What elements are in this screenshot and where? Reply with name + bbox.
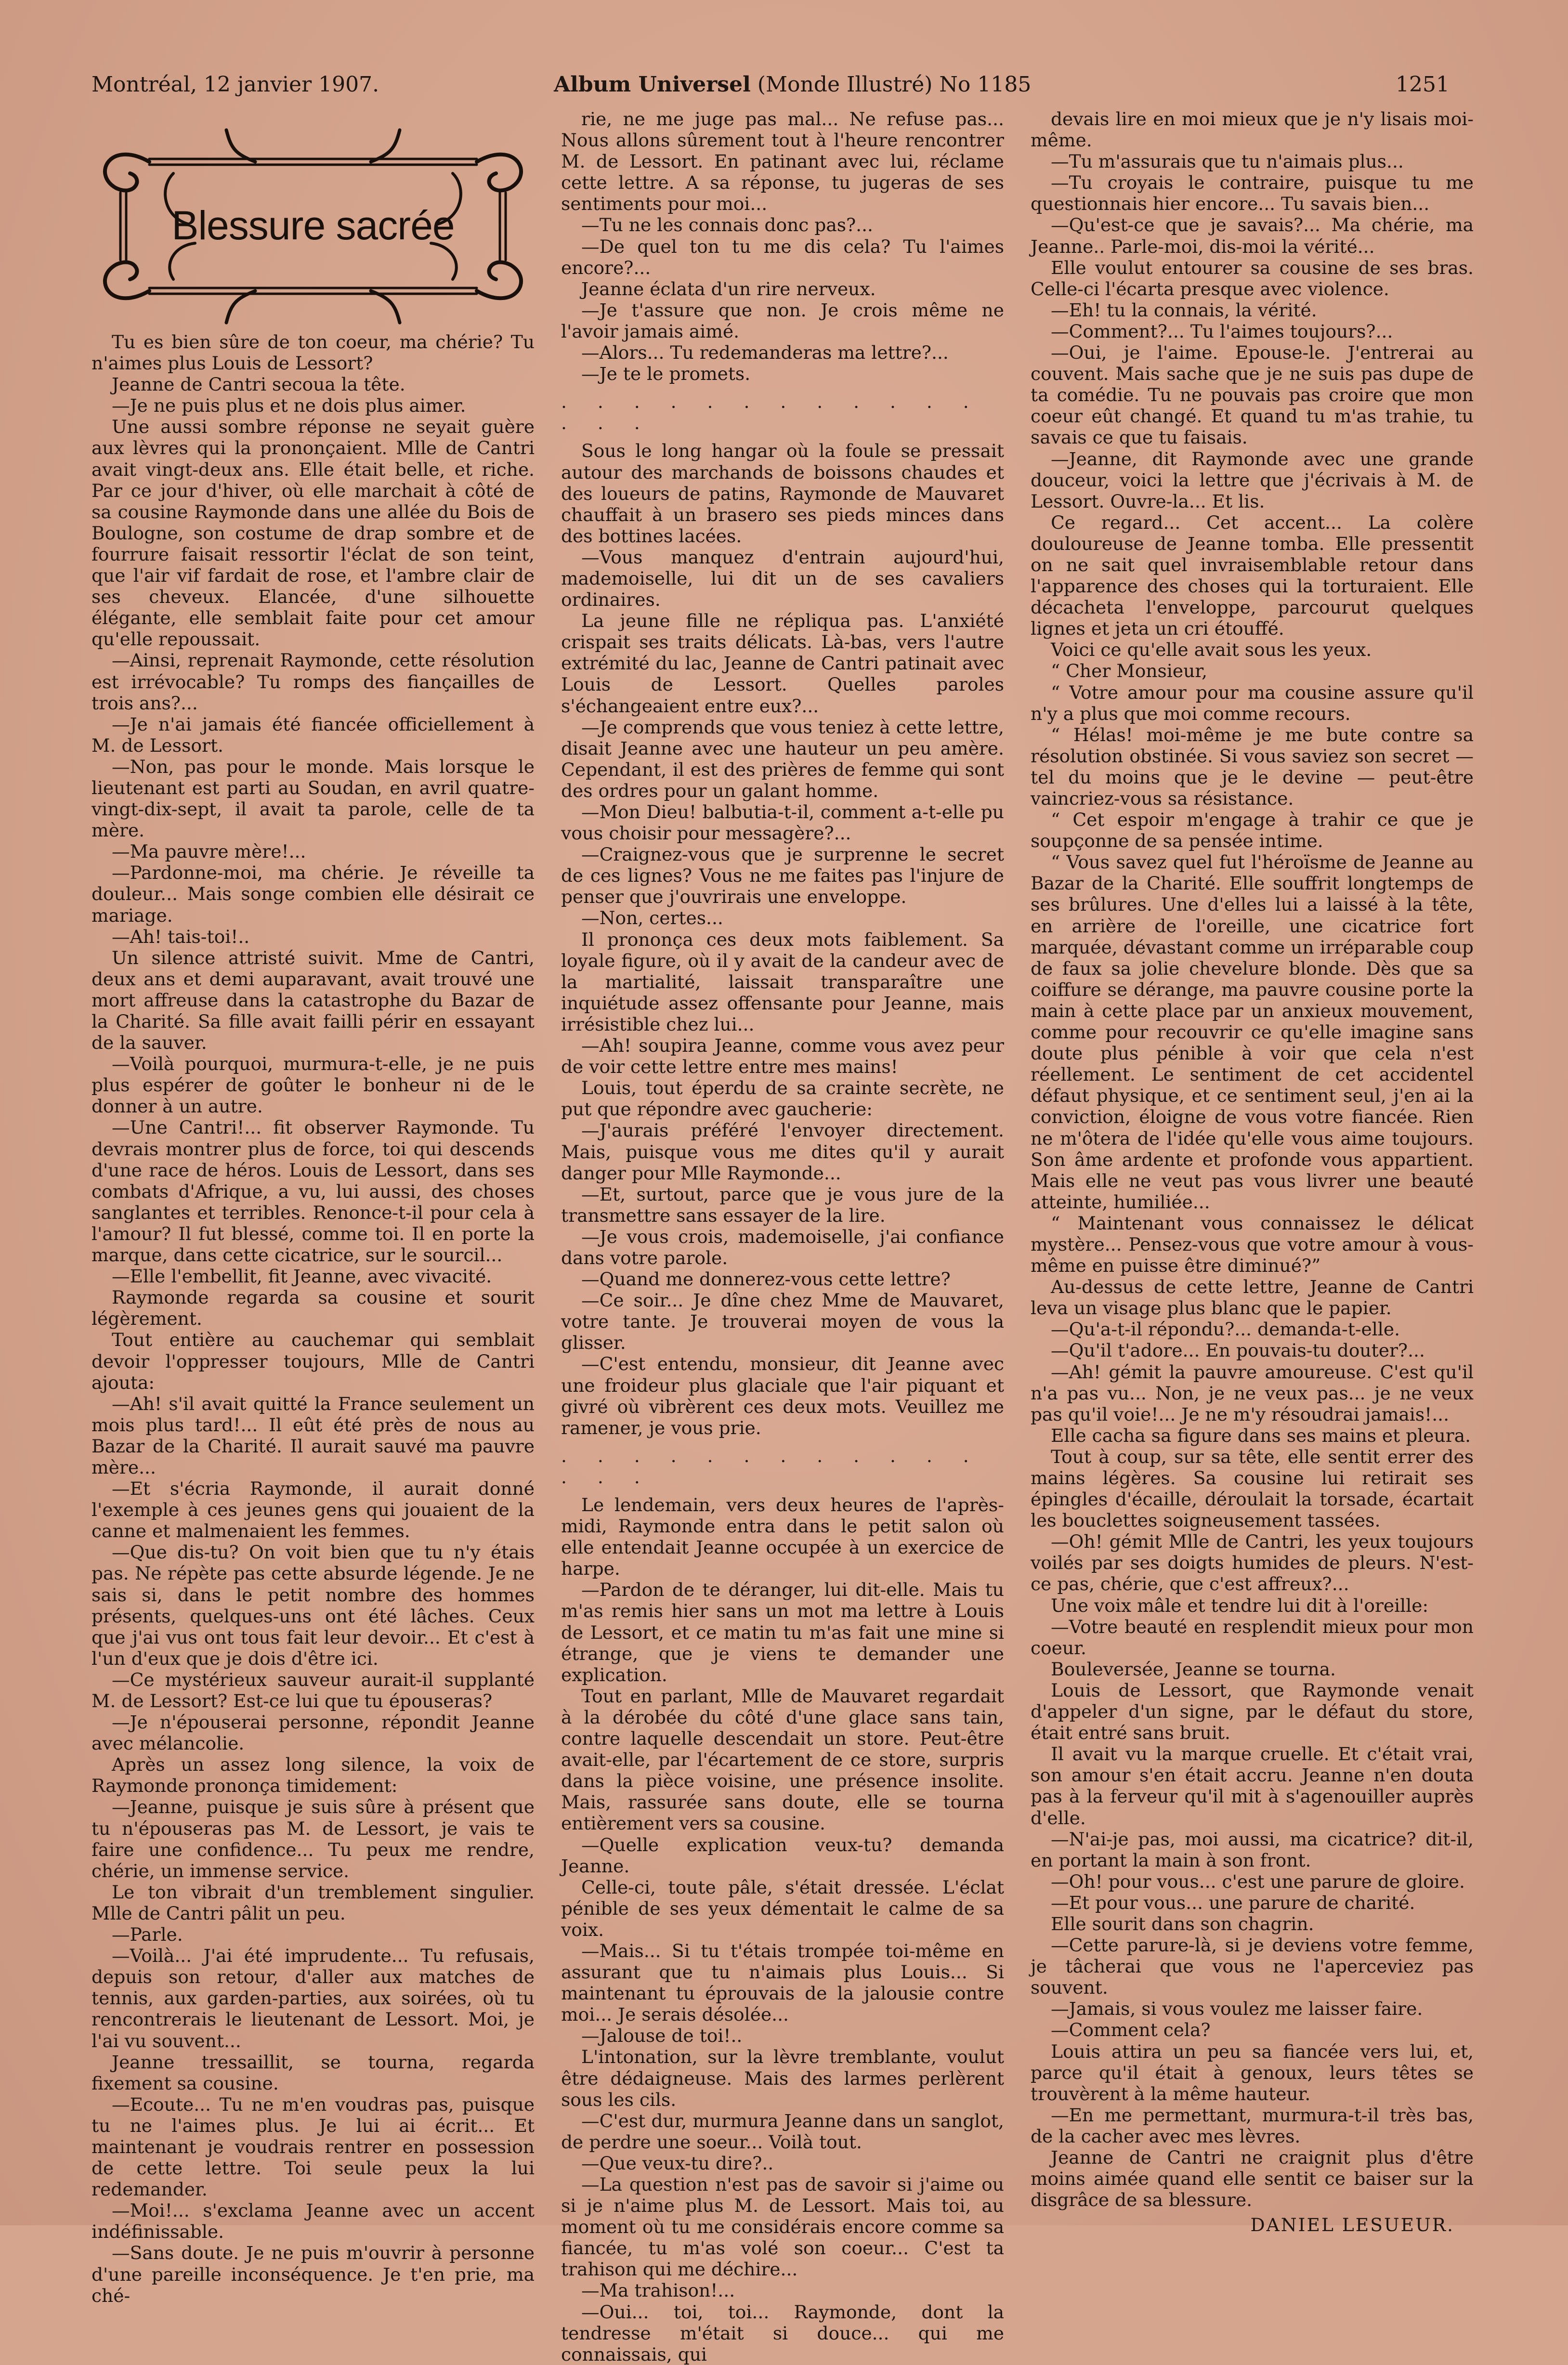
paragraph: La jeune fille ne répliqua pas. L'anxiété crispait ses traits délicats. Là-bas, vers l'autre extrémité du lac, Jeanne de Cantri patinait avec Louis de Lessort. Quelles paroles s'échangeaient entre eux?... [561,610,1004,717]
paragraph: —Alors... Tu redemanderas ma lettre?... [581,342,949,364]
paragraph: —Ainsi, reprenait Raymonde, cette résolution est irrévocable? Tu romps des fiançailles de trois ans?... [91,650,535,714]
paragraph: —Non, certes... [581,907,723,929]
paragraph: —Comment?... Tu l'aimes toujours?... [1051,320,1393,342]
paragraph: Louis, tout éperdu de sa crainte secrète, ne put que répondre avec gaucherie: [561,1077,1004,1120]
paragraph: “ Cher Monsieur, [1051,660,1208,682]
paragraph: —En me permettant, murmura-t-il très bas, de la cacher avec mes lèvres. [1031,2104,1474,2147]
article-title-frame [91,120,535,327]
paragraph: Louis attira un peu sa fiancée vers lui, et, parce qu'il était à genoux, leurs têtes se trouvèrent à la même hauteur. [1031,2040,1474,2104]
paragraph: —Ah! soupira Jeanne, comme vous avez peur de voir cette lettre entre mes mains! [561,1035,1004,1078]
paragraph: —Je comprends que vous teniez à cette lettre, disait Jeanne avec une hauteur un peu amère. Cependant, il est des prières de femme qui sont des ordres pour un galant homme. [561,716,1004,801]
paragraph: —Ma trahison!... [581,2280,735,2301]
paragraph: Jeanne de Cantri secoua la tête. [112,374,405,395]
paragraph: rie, ne me juge pas mal... Ne refuse pas... Nous allons sûrement tout à l'heure rencontrer M. de Lessort. En patinant avec lui, réclame cette lettre. A sa réponse, tu jugeras de ses sentiments pour moi... [561,108,1004,215]
paragraph: —Oh! pour vous... c'est une parure de gloire. [1051,1870,1465,1892]
paragraph: “ Votre amour pour ma cousine assure qu'il n'y a plus que moi comme recours. [1031,681,1474,724]
paragraph: Sous le long hangar où la foule se pressait autour des marchands de boissons chaudes et des loueurs de patins, Raymonde de Mauvaret chauffait à un brasero ses pieds minces dans des bottines lacées. [561,440,1004,547]
paragraph: —Qu'il t'adore... En pouvais-tu douter?... [1051,1340,1425,1361]
paragraph: —Je n'épouserai personne, répondit Jeanne avec mélancolie. [91,1712,535,1754]
paragraph: Tu es bien sûre de ton coeur, ma chérie? Tu n'aimes plus Louis de Lessort? [91,331,535,374]
issue-date: Montréal, 12 janvier 1907. [91,72,379,97]
paragraph: —Et s'écria Raymonde, il aurait donné l'exemple à ces jeunes gens qui jouaient de la canne et malmenaient les femmes. [91,1478,535,1542]
paragraph: —Tu m'assurais que tu n'aimais plus... [1051,151,1404,172]
paragraph: —Oui, je l'aime. Epouse-le. J'entrerai au couvent. Mais sache que je ne suis pas dupe de ta comédie. Tu ne pouvais pas croire que mon coeur eût changé. Et quand tu m'as trahie, tu savais ce que tu faisais. [1031,342,1474,448]
paragraph: —Moi!... s'exclama Jeanne avec un accent indéfinissable. [91,2200,535,2243]
paragraph: —Oh! gémit Mlle de Cantri, les yeux toujours voilés par ses doigts humides de pleurs. N'est-ce pas, chérie, que c'est affreux?... [1031,1531,1474,1595]
paragraph: “ Hélas! moi-même je me bute contre sa résolution obstinée. Si vous saviez son secret — tel du moins que je le devine — peut-être vaincriez-vous sa résistance. [1031,724,1474,809]
paragraph: —Que veux-tu dire?.. [581,2152,774,2174]
paragraph: —Cette parure-là, si je deviens votre femme, je tâcherai que vous ne l'aperceviez pas souvent. [1031,1934,1474,1999]
paragraph: Raymonde regarda sa cousine et sourit légèrement. [91,1287,535,1330]
text-column-3-body [1031,108,1474,2210]
paragraph: —Et pour vous... une parure de charité. [1051,1892,1415,1913]
paragraph: —Ce mystérieux sauveur aurait-il supplanté M. de Lessort? Est-ce lui que tu épouseras? [91,1669,535,1712]
paragraph: Une aussi sombre réponse ne seyait guère aux lèvres qui la prononçaient. Mlle de Cantri avait vingt-deux ans. Elle était belle, et riche. Par ce jour d'hiver, où elle marchait à côté de sa cousine Raymonde dans une allée du Bois de Boulogne, son costume de drap sombre et de fourrure faisait ressortir l'éclat de son teint, que l'air vif fardait de rose, et l'ambre clair de ses cheveux. Elancée, d'une silhouette élégante, elle semblait faite pour cet amour qu'elle repoussait. [91,416,535,650]
article-title: Blessure sacrée [171,203,455,248]
paragraph: Au-dessus de cette lettre, Jeanne de Cantri leva un visage plus blanc que le papier. [1031,1276,1474,1319]
paragraph: —Tu croyais le contraire, puisque tu me questionnais hier encore... Tu savais bien... [1031,172,1474,215]
paragraph: —Une Cantri!... fit observer Raymonde. Tu devrais montrer plus de force, toi qui descends d'une race de héros. Louis de Lessort, dans ses combats d'Afrique, a vu, lui aussi, des choses sanglantes et terribles. Renonce-t-il pour cela à l'amour? Il fut blessé, comme toi. Il en porte la marque, dans cette cicatrice, sur le sourcil... [91,1117,535,1266]
paragraph: —Ecoute... Tu ne m'en voudras pas, puisque tu ne l'aimes plus. Je lui ai écrit... Et maintenant je voudrais rentrer en possession de cette lettre. Toi seule peux la lui redemander. [91,2093,535,2200]
paragraph: —Ah! gémit la pauvre amoureuse. C'est qu'il n'a pas vu... Non, je ne veux pas... je ne veux pas qu'il voie!... Je ne m'y résoudrai jamais!... [1031,1361,1474,1425]
paragraph: —Que dis-tu? On voit bien que tu n'y étais pas. Ne répète pas cette absurde légende. Je ne sais si, dans le petit nombre des hommes présents, quelques-uns ont été lâches. Ceux que j'ai vus ont tous fait leur devoir... Et c'est à l'un d'eux que je dois d'être ici. [91,1542,535,1669]
paragraph: —Voilà pourquoi, murmura-t-elle, je ne puis plus espérer de goûter le bonheur ni de le donner à un autre. [91,1053,535,1117]
paragraph: Celle-ci, toute pâle, s'était dressée. L'éclat pénible de ses yeux démentait le calme de sa voix. [561,1876,1004,1940]
paragraph: devais lire en moi mieux que je n'y lisais moi-même. [1031,108,1474,151]
paragraph: Jeanne de Cantri ne craignit plus d'être moins aimée quand elle sentit ce baiser sur la disgrâce de sa blessure. [1031,2147,1474,2211]
page-header [91,72,1450,111]
journal-name: Album Universel [554,72,751,97]
paragraph: —Craignez-vous que je surprenne le secret de ces lignes? Vous ne me faites pas l'injure de penser que j'ouvrirais une enveloppe. [561,844,1004,908]
paragraph: —C'est dur, murmura Jeanne dans un sanglot, de perdre une soeur... Voilà tout. [561,2110,1004,2153]
paragraph: Elle voulut entourer sa cousine de ses bras. Celle-ci l'écarta presque avec violence. [1031,257,1474,300]
paragraph: —Ah! s'il avait quitté la France seulement un mois plus tard!... Il eût été près de nous au Bazar de la Charité. Il aurait sauvé ma pauvre mère... [91,1393,535,1478]
text-column-1 [91,331,535,2306]
paragraph: Il prononça ces deux mots faiblement. Sa loyale figure, où il y avait de la candeur avec de la martialité, laissait transparaître une inquiétude assez offensante pour Jeanne, mais irrésistible chez lui... [561,928,1004,1035]
paragraph: —Mon Dieu! balbutia-t-il, comment a-t-elle pu vous choisir pour messagère?... [561,801,1004,844]
paragraph: —N'ai-je pas, moi aussi, ma cicatrice? dit-il, en portant la main à son front. [1031,1828,1474,1871]
text-column-3 [1031,108,1474,2235]
paragraph: —Elle l'embellit, fit Jeanne, avec vivacité. [112,1266,492,1287]
paragraph: —Ah! tais-toi!.. [112,926,250,947]
paragraph: —Pardon de te déranger, lui dit-elle. Mais tu m'as remis hier sans un mot ma lettre à Louis de Lessort, et ce matin tu m'as fait une mine si étrange, que je viens te demander une explication. [561,1579,1004,1686]
author-signature: DANIEL LESUEUR. [1250,2214,1454,2236]
paragraph: Louis de Lessort, que Raymonde venait d'appeler d'un signe, par le défaut du store, était entré sans bruit. [1031,1679,1474,1744]
paragraph: Après un assez long silence, la voix de Raymonde prononça timidement: [91,1754,535,1797]
paragraph: Une voix mâle et tendre lui dit à l'oreille: [1051,1594,1429,1616]
paragraph: Ce regard... Cet accent... La colère douloureuse de Jeanne tomba. Elle pressentit on ne sait quel invraisemblable retour dans l'apparence des choses qui la torturaient. Elle décacheta l'enveloppe, parcourut quelques lignes et jeta un cri étouffé. [1031,511,1474,640]
paragraph: —Eh! tu la connais, la vérité. [1051,299,1317,321]
paragraph: Voici ce qu'elle avait sous les yeux. [1051,639,1372,661]
journal-masthead [554,72,1031,97]
paragraph: —Ma pauvre mère!... [112,841,306,862]
paragraph: . . . . . . . . . . . . . . . [561,391,981,434]
paragraph: Jeanne éclata d'un rire nerveux. [581,278,876,300]
paragraph: Tout en parlant, Mlle de Mauvaret regardait à la dérobée du côté d'une glace sans tain, contre laquelle descendait un store. Peut-être avait-elle, par l'écartement de ce store, surpris dans la pièce voisine, une présence insolite. Mais, rassurée sans doute, elle se tourna entièrement vers sa cousine. [561,1685,1004,1834]
paragraph: —Parle. [112,1924,183,1946]
paragraph: —Et, surtout, parce que je vous jure de la transmettre sans essayer de la lire. [561,1183,1004,1226]
paragraph: —C'est entendu, monsieur, dit Jeanne avec une froideur plus glaciale que l'air piquant et givré où vibrèrent ces deux mots. Veuillez me ramener, je vous prie. [561,1353,1004,1438]
paragraph: —Jamais, si vous voulez me laisser faire. [1051,1998,1423,2020]
paragraph: —Voilà... J'ai été imprudente... Tu refusais, depuis son retour, d'aller aux matches de tennis, aux garden-parties, aux soirées, où tu rencontrerais le lieutenant de Lessort. Moi, je l'ai vu souvent... [91,1945,535,2051]
paragraph: —Je vous crois, mademoiselle, j'ai confiance dans votre parole. [561,1226,1004,1268]
paragraph: —Sans doute. Je ne puis m'ouvrir à personne d'une pareille inconséquence. Je t'en prie, ma ché- [91,2242,535,2306]
paragraph: Un silence attristé suivit. Mme de Cantri, deux ans et demi auparavant, avait trouvé une mort affreuse dans la catastrophe du Bazar de la Charité. Sa fille avait failli périr en essayant de la sauver. [91,947,535,1054]
paragraph: —La question n'est pas de savoir si j'aime ou si je n'aime plus M. de Lessort. Mais toi, au moment où tu me considérais encore comme sa fiancée, tu m'as volé son coeur... C'est ta trahison qui me déchire... [561,2174,1004,2280]
paragraph: —Comment cela? [1051,2019,1211,2041]
text-column-2 [561,108,1004,2365]
paragraph: Bouleversée, Jeanne se tourna. [1051,1658,1336,1680]
paragraph: Le ton vibrait d'un tremblement singulier. Mlle de Cantri pâlit un peu. [91,1881,535,1924]
paragraph: —Qu'a-t-il répondu?... demanda-t-elle. [1051,1319,1400,1340]
paragraph: Tout à coup, sur sa tête, elle sentit errer des mains légères. Sa cousine lui retirait ses épingles d'écaille, déroulait la torsade, écartait les bouclettes soigneusement tassées. [1031,1446,1474,1531]
paragraph: —Quand me donnerez-vous cette lettre? [581,1268,951,1290]
paragraph: —Je n'ai jamais été fiancée officiellement à M. de Lessort. [91,713,535,756]
paragraph: —Jeanne, puisque je suis sûre à présent que tu n'épouseras pas M. de Lessort, je vais te faire une confidence... Tu peux me rendre, chérie, un immense service. [91,1796,535,1882]
paragraph: —Pardonne-moi, ma chérie. Je réveille ta douleur... Mais songe combien elle désirait ce mariage. [91,862,535,926]
paragraph: —Tu ne les connais donc pas?... [581,214,873,236]
paragraph: —Vous manquez d'entrain aujourd'hui, mademoiselle, lui dit un de ses cavaliers ordinaires. [561,546,1004,611]
paragraph: —Je t'assure que non. Je crois même ne l'avoir jamais aimé. [561,299,1004,342]
paragraph: —Jeanne, dit Raymonde avec une grande douceur, voici la lettre que j'écrivais à M. de Lessort. Ouvre-la... Et lis. [1031,448,1474,512]
paragraph: “ Vous savez quel fut l'héroïsme de Jeanne au Bazar de la Charité. Elle souffrit longtemps de ses brûlures. Une d'elles lui a laissé à la tête, en arrière de l'oreille, une cicatrice fort marquée, dévastant comme un irréparable coup de faux sa jolie chevelure blonde. Dès que sa coiffure se dérange, ma pauvre cousine porte la main à cette place par un anxieux mouvement, comme pour recouvrir ce qu'elle imagine sans doute plus pénible à voir que cela n'est réellement. Le sentiment de cet accidentel défaut physique, et ce sentiment seul, j'en ai la conviction, éloigne de vous votre fiancée. Rien ne m'ôtera de l'idée qu'elle vous aime toujours. Son âme ardente et profonde vous appartient. Mais elle ne veut pas vous livrer une beauté atteinte, humiliée... [1031,851,1474,1213]
paragraph: —Qu'est-ce que je savais?... Ma chérie, ma Jeanne.. Parle-moi, dis-moi la vérité... [1031,214,1474,257]
paragraph: “ Maintenant vous connaissez le délicat mystère... Pensez-vous que votre amour à vous-même en puisse être diminué?” [1031,1212,1474,1277]
paragraph: —Mais... Si tu t'étais trompée toi-même en assurant que tu n'aimais plus Louis... Si maintenant tu éprouvais de la jalousie contre moi... Je serais désolée... [561,1940,1004,2025]
paragraph: Elle sourit dans son chagrin. [1051,1913,1314,1934]
paragraph: “ Cet espoir m'engage à trahir ce que je soupçonne de sa pensée intime. [1031,809,1474,852]
paragraph: —Je ne puis plus et ne dois plus aimer. [112,395,466,417]
paragraph: —J'aurais préféré l'envoyer directement. Mais, puisque vous me dites qu'il y aurait danger pour Mlle Raymonde... [561,1120,1004,1184]
paragraph: —Je te le promets. [581,363,751,385]
paragraph: —Oui... toi, toi... Raymonde, dont la tendresse m'était si douce... qui me connaissais, qui [561,2301,1004,2365]
paragraph: —De quel ton tu me dis cela? Tu l'aimes encore?... [561,235,1004,278]
paragraph: Il avait vu la marque cruelle. Et c'était vrai, son amour s'en était accru. Jeanne n'en douta pas à la ferveur qu'il mit à s'agenouiller auprès d'elle. [1031,1743,1474,1829]
paragraph: Jeanne tressaillit, se tourna, regarda fixement sa cousine. [91,2051,535,2094]
paragraph: —Quelle explication veux-tu? demanda Jeanne. [561,1834,1004,1877]
paragraph: —Ce soir... Je dîne chez Mme de Mauvaret, votre tante. Je trouverai moyen de vous la glisser. [561,1290,1004,1354]
paragraph: —Jalouse de toi!.. [581,2025,743,2047]
paragraph: Elle cacha sa figure dans ses mains et pleura. [1051,1424,1471,1446]
page-number: 1251 [1396,72,1450,97]
paragraph: —Non, pas pour le monde. Mais lorsque le lieutenant est parti au Soudan, en avril quatre-vingt-dix-sept, il avait ta parole, celle de ta mère. [91,756,535,841]
paragraph: Tout entière au cauchemar qui semblait devoir l'oppresser toujours, Mlle de Cantri ajouta: [91,1329,535,1393]
paragraph: L'intonation, sur la lèvre tremblante, voulut être dédaigneuse. Mais des larmes perlèrent sous les cils. [561,2046,1004,2110]
paragraph: . . . . . . . . . . . . . . . [561,1445,981,1488]
journal-info: (Monde Illustré) No 1185 [757,72,1032,97]
paragraph: —Votre beauté en resplendit mieux pour mon coeur. [1031,1616,1474,1659]
paragraph: Le lendemain, vers deux heures de l'après-midi, Raymonde entra dans le petit salon où elle entendait Jeanne occupée à un exercice de harpe. [561,1494,1004,1580]
